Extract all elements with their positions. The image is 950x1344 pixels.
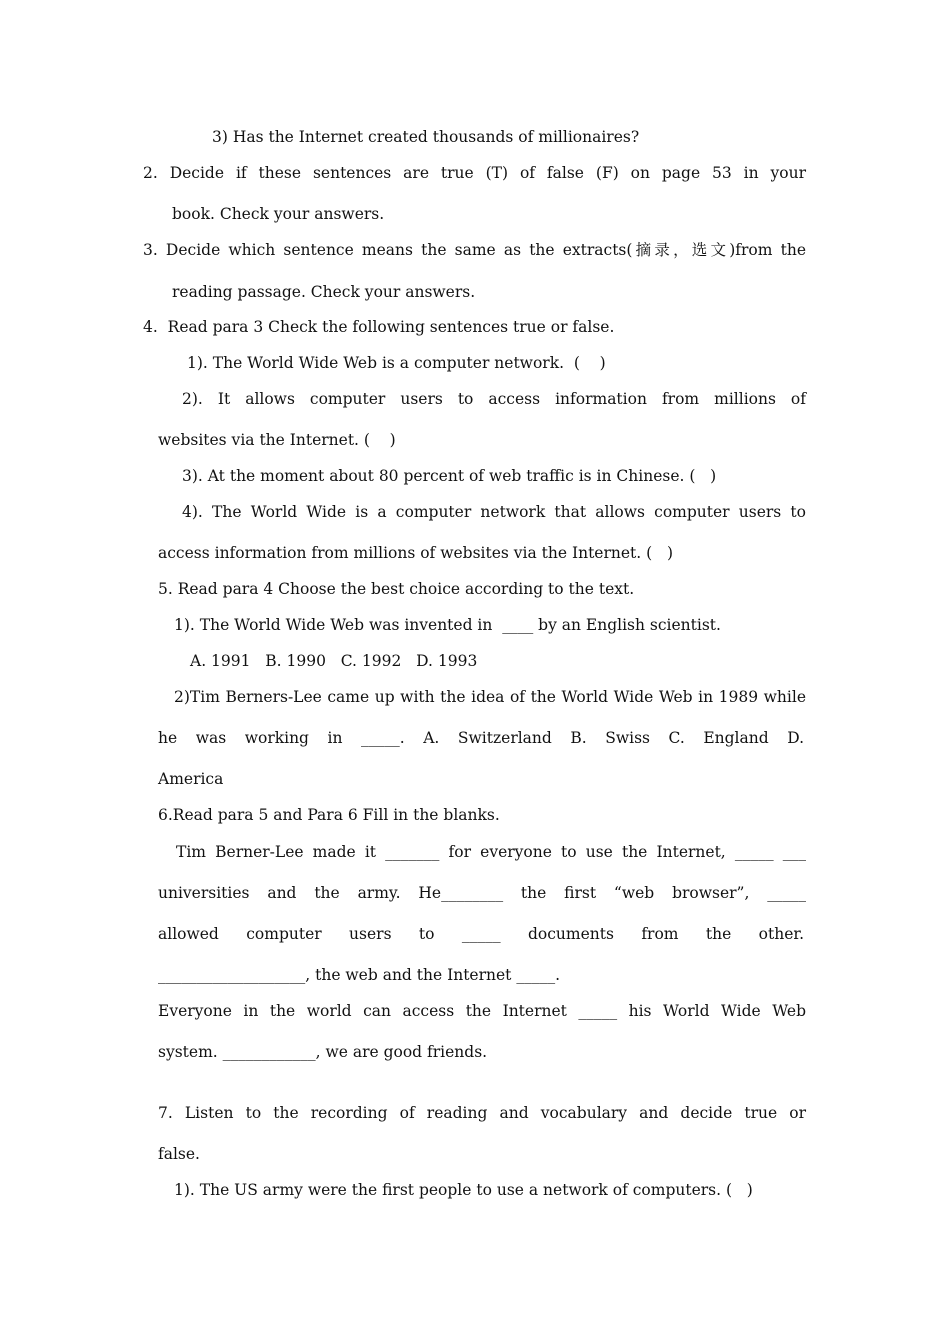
text-line: 2)Tim Berners-Lee came up with the idea of the World Wide Web in 1989 while [174, 688, 806, 706]
text-line: 7. Listen to the recording of reading and vocabulary and decide true or [158, 1104, 806, 1122]
text-line: America [158, 770, 224, 788]
text-line: 1). The World Wide Web is a computer network. ( ) [187, 354, 606, 372]
text-line: reading passage. Check your answers. [172, 283, 476, 301]
text-line: he was working in _____. A. Switzerland B. Swiss C. England D. [158, 729, 804, 747]
text-line: Tim Berner-Lee made it _______ for everyone to use the Internet, _____ ___ [176, 843, 806, 861]
text-line: 1). The US army were the first people to use a network of computers. ( ) [174, 1181, 753, 1199]
text-line: allowed computer users to _____ documents from the other. [158, 925, 804, 943]
text-line: 3. Decide which sentence means the same as the extracts(摘录，选文)from the [143, 241, 806, 259]
text-line: Everyone in the world can access the Internet _____ his World Wide Web [158, 1002, 806, 1020]
text-line: 5. Read para 4 Choose the best choice according to the text. [158, 580, 635, 598]
text-line: 2). It allows computer users to access information from millions of [182, 390, 806, 408]
text-line: 2. Decide if these sentences are true (T) of false (F) on page 53 in your [143, 164, 806, 182]
text-line: 4). The World Wide is a computer network that allows computer users to [182, 503, 806, 521]
text-line: book. Check your answers. [172, 205, 385, 223]
text-line: 4. Read para 3 Check the following sentences true or false. [143, 318, 615, 336]
text-line: ___________________, the web and the Internet _____. [158, 966, 560, 984]
text-line: A. 1991 B. 1990 C. 1992 D. 1993 [190, 652, 478, 670]
text-line: 3). At the moment about 80 percent of web traffic is in Chinese. ( ) [182, 467, 717, 485]
text-line: false. [158, 1145, 200, 1163]
text-line: 3) Has the Internet created thousands of millionaires? [212, 128, 640, 146]
text-line: universities and the army. He________ the first “web browser”, _____ [158, 884, 806, 902]
text-line: access information from millions of websites via the Internet. ( ) [158, 544, 673, 562]
text-line: websites via the Internet. ( ) [158, 431, 396, 449]
text-line: system. ____________, we are good friends. [158, 1043, 488, 1061]
text-line: 6.Read para 5 and Para 6 Fill in the blanks. [158, 806, 500, 824]
text-line: 1). The World Wide Web was invented in ____ by an English scientist. [174, 616, 721, 634]
